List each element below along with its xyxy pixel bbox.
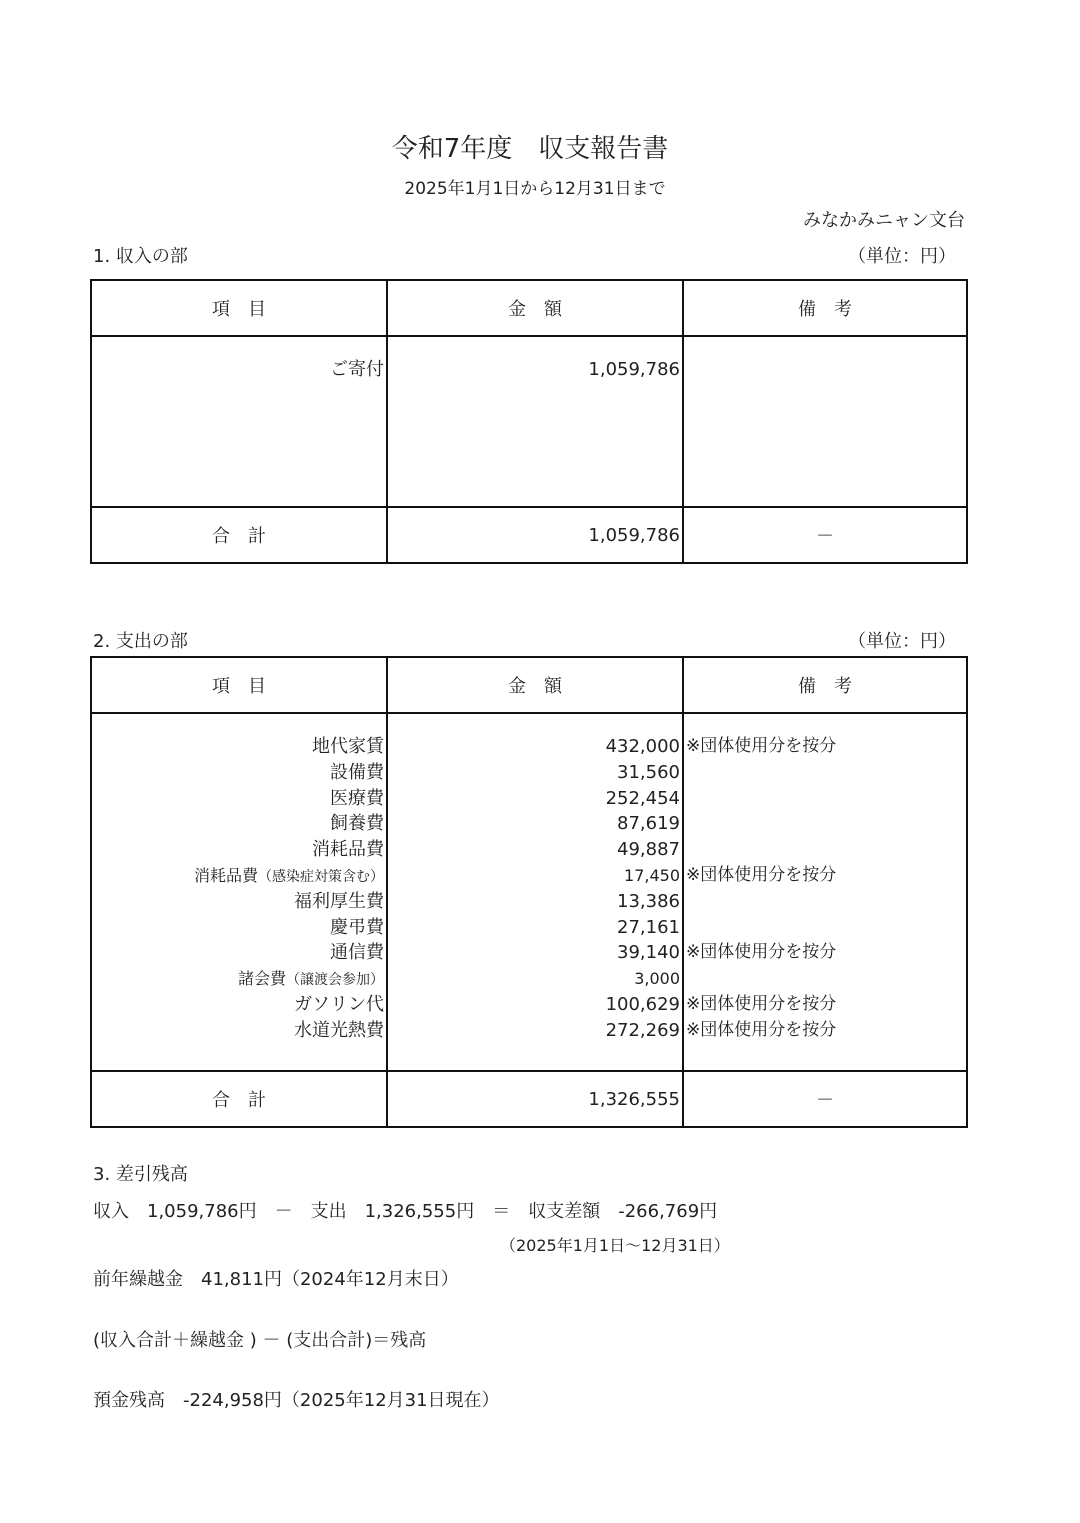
expense-body-row [91, 713, 967, 1071]
organization-name: みなかみニャン文台 [803, 210, 965, 231]
income-section-title: 1. 収入の部 [93, 246, 188, 267]
expense-amount: 272,269 [605, 1019, 680, 1041]
expense-item: 通信費 [330, 942, 384, 964]
expense-amount: 252,454 [605, 787, 680, 809]
expense-amount: 17,450 [624, 865, 680, 885]
expense-item: 水道光熱費 [294, 1019, 384, 1041]
expense-note [684, 786, 966, 812]
income-total-row [91, 507, 967, 563]
expense-amount: 13,386 [617, 890, 680, 912]
income-total-amount: 1,059,786 [387, 507, 683, 563]
balance-equation-period: （2025年1月1日～12月31日） [500, 1236, 730, 1255]
expense-total-amount: 1,326,555 [387, 1071, 683, 1127]
expense-note: ※団体使用分を按分 [686, 942, 837, 963]
balance-deposit: 預金残高 -224,958円（2025年12月31日現在） [93, 1390, 500, 1411]
expense-note: ※団体使用分を按分 [686, 864, 837, 885]
expense-item: 諸会費（譲渡会参加） [237, 969, 384, 989]
balance-equation: 収入 1,059,786円 － 支出 1,326,555円 ＝ 収支差額 -266,769円 [93, 1201, 718, 1222]
expense-amount: 39,140 [617, 942, 680, 964]
report-period: 2025年1月1日から12月31日まで [404, 179, 666, 199]
expense-note: ※団体使用分を按分 [686, 736, 837, 756]
report-title: 令和7年度 収支報告書 [391, 134, 669, 164]
expense-table [90, 656, 968, 1128]
expense-note [684, 811, 966, 837]
expense-note [684, 760, 966, 786]
expense-header-amount: 金 額 [387, 657, 683, 713]
expense-note [684, 889, 966, 915]
expense-note: ※団体使用分を按分 [686, 993, 837, 1014]
income-amount: 1,059,786 [588, 359, 680, 380]
expense-item: 地代家賃 [312, 736, 384, 757]
income-header-item: 項 目 [91, 280, 387, 336]
expense-amount-column [388, 734, 682, 1044]
expense-item: 消耗品費（感染症対策含む） [193, 865, 384, 885]
expense-header-note: 備 考 [683, 657, 967, 713]
expense-note [684, 915, 966, 941]
income-total-label: 合 計 [91, 507, 387, 563]
expense-item: 慶弔費 [330, 916, 384, 938]
expense-amount: 3,000 [634, 969, 680, 989]
expense-item: 福利厚生費 [294, 890, 384, 912]
expense-amount: 27,161 [617, 916, 680, 938]
balance-formula: (収入合計＋繰越金 ) － (支出合計)＝残高 [93, 1330, 427, 1351]
expense-item: ガソリン代 [294, 993, 384, 1015]
expense-item: 消耗品費 [312, 839, 384, 861]
expense-total-label: 合 計 [91, 1071, 387, 1127]
expense-amount: 87,619 [617, 813, 680, 835]
expense-note: ※団体使用分を按分 [686, 1019, 837, 1040]
expense-item: 医療費 [330, 787, 384, 809]
expense-total-note: － [683, 1071, 967, 1127]
expense-item: 飼養費 [330, 813, 384, 835]
income-table [90, 279, 968, 564]
balance-carryover: 前年繰越金 41,811円（2024年12月末日） [93, 1269, 459, 1290]
expense-note [684, 837, 966, 863]
income-unit: （単位：円） [848, 246, 956, 267]
expense-header-item: 項 目 [91, 657, 387, 713]
expense-amount: 100,629 [605, 993, 680, 1015]
expense-amount: 432,000 [605, 736, 680, 757]
expense-amount: 31,560 [617, 761, 680, 783]
income-total-note: － [683, 507, 967, 563]
expense-total-row [91, 1071, 967, 1127]
expense-item-column [92, 734, 386, 1044]
expense-note-column [684, 734, 966, 1044]
expense-header-row [91, 657, 967, 713]
expense-note [684, 966, 966, 992]
expense-amount: 49,887 [617, 839, 680, 861]
income-header-amount: 金 額 [387, 280, 683, 336]
income-item: ご寄付 [330, 359, 384, 380]
balance-section-title: 3. 差引残高 [93, 1164, 188, 1185]
income-header-note: 備 考 [683, 280, 967, 336]
expense-item: 設備費 [330, 761, 384, 783]
income-note [684, 357, 966, 383]
income-header-row [91, 280, 967, 336]
income-body-row [91, 336, 967, 507]
expense-unit: （単位：円） [848, 631, 956, 652]
expense-section-title: 2. 支出の部 [93, 631, 188, 652]
